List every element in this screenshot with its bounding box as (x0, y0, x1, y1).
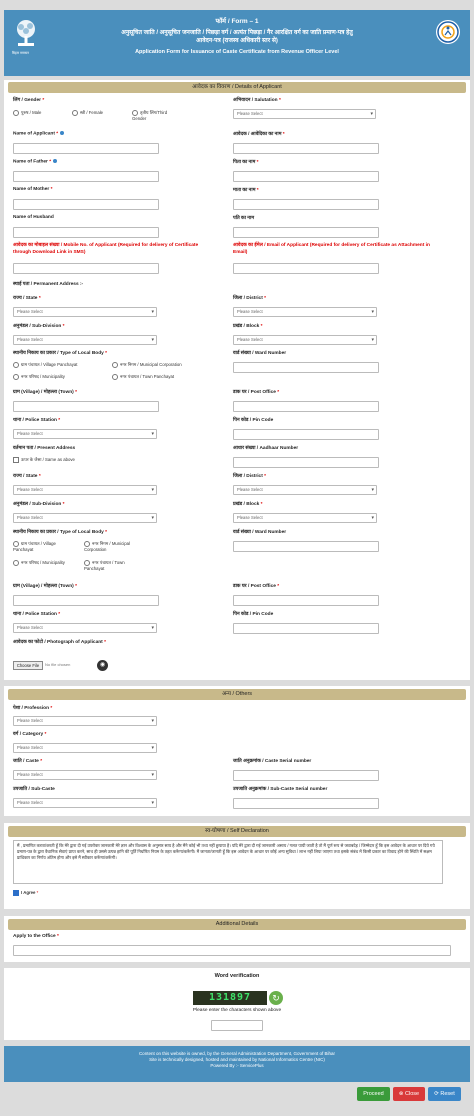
page-footer (4, 1046, 470, 1082)
applicant-name-hindi-input[interactable] (233, 143, 379, 154)
perm-state-select[interactable]: Please Select ▾ (13, 307, 157, 317)
pres-state-label: राज्य / State * (13, 474, 41, 479)
applicant-name-label: Name of Applicant * (13, 131, 64, 136)
perm-pincode-input[interactable] (233, 429, 379, 440)
gender-third-radio[interactable]: तृतीय लिंग/Third Gender (132, 110, 177, 121)
pres-district-label: जिला / District * (233, 474, 267, 479)
pres-municipal-corp-radio[interactable]: नगर निगम / Municipal Corporation (84, 541, 146, 552)
footer-line-3: Powered By :- ServicePlus (210, 1063, 264, 1068)
pres-ward-label: वार्ड संख्या / Ward Number (233, 530, 287, 535)
pres-police-label: थाना / Police Station * (13, 612, 61, 617)
apply-office-input[interactable] (13, 945, 451, 956)
form-title-hindi: अनुसूचित जाति / अनुसूचित जनजाति / पिछड़ा वर्ग / अत्यंत पिछड़ा / गैर आरक्षित वर्ग का जाति प्रमाण-पत्र हेतु आवेदन-पत्र (राजस्व अधिकारी स्तर से) (121, 30, 353, 44)
form-title-english: Application Form for Issuance of Caste Certificate from Revenue Officer Level (135, 49, 339, 55)
father-name-input[interactable] (13, 171, 159, 182)
aadhaar-input[interactable] (233, 457, 379, 468)
refresh-captcha-icon[interactable]: ↻ (269, 991, 283, 1005)
applicant-section-header: आवेदक का विवरण / Details of Applicant (8, 82, 466, 93)
pres-block-label: प्रखंड / Block * (233, 502, 263, 507)
serviceplus-emblem-icon (436, 20, 460, 44)
pres-municipality-radio[interactable]: नगर परिषद / Municipality (13, 560, 65, 566)
perm-town-panchayat-radio[interactable]: नगर पंचायत / Town Panchayat (112, 374, 174, 380)
pres-pincode-input[interactable] (233, 623, 379, 634)
subcaste-select[interactable]: Please Select ▾ (13, 798, 157, 808)
perm-block-label: प्रखंड / Block * (233, 324, 263, 329)
form-number: फॉर्म / Form – 1 (215, 18, 259, 25)
perm-state-label: राज्य / State * (13, 296, 41, 301)
pres-village-input[interactable] (13, 595, 159, 606)
father-name-label: Name of Father * (13, 159, 57, 164)
perm-postoffice-label: डाक घर / Post Office * (233, 390, 280, 395)
profession-label: पेशा / Profession * (13, 706, 53, 711)
gender-label: लिंग / Gender * (13, 98, 45, 103)
perm-subdivision-label: अनुमंडल / Sub-Division * (13, 324, 65, 329)
email-label: आवेदक का ईमेल / Email of Applicant (Required for delivery of Certificate as Attachment in Email) (233, 243, 430, 255)
perm-block-select[interactable]: Please Select ▾ (233, 335, 377, 345)
mother-name-hindi-label: माता का नाम * (233, 188, 259, 193)
mother-name-input[interactable] (13, 199, 159, 210)
email-input[interactable] (233, 263, 379, 274)
perm-police-select[interactable]: Please Select ▾ (13, 429, 157, 439)
pres-village-panchayat-radio[interactable]: ग्राम पंचायत / Village Panchayat (13, 541, 75, 552)
perm-district-select[interactable]: Please Select ▾ (233, 307, 377, 317)
no-file-text: No file chosen (45, 662, 71, 667)
applicant-card (4, 80, 470, 680)
others-section-header: अन्य / Others (8, 689, 466, 700)
husband-name-hindi-label: पति का नाम (233, 216, 255, 221)
pres-body-type-label: स्थानीय निकाय का प्रकार / Type of Local Body * (13, 530, 108, 535)
pres-postoffice-input[interactable] (233, 595, 379, 606)
caste-select[interactable]: Please Select ▾ (13, 770, 157, 780)
mother-name-label: Name of Mother * (13, 187, 53, 192)
salutation-select[interactable]: Please Select ▾ (233, 109, 376, 119)
permanent-address-title: स्थाई पता / Permanent Address :- (13, 282, 84, 287)
proceed-button[interactable]: Proceed (357, 1087, 390, 1101)
mobile-label: आवेदक का मोबाइल संख्या / Mobile No. of Applicant (Required for delivery of Certificate through Download Link in SMS) (13, 243, 199, 255)
pres-police-select[interactable]: Please Select ▾ (13, 623, 157, 633)
declaration-text: मैं , प्रमाणित करता/करती हूँ कि मेरे द्वारा दी गई उपरोक्त जानकारी मेरे ज्ञान और विश्वास के अनुसार सत्य है और मैंने कोई भी तथ्य नहीं छुपाया है। यदि मेरे द्वारा दी गई जानकारी असत्य / गलत पायी जाती है तो मैं पूर्ण रूप से जवाबदेह / जिम्मेदार हूँ कि इस आवेदन के आधार पर दिये गये प्रमाण-पत्र के द्वारा वैधानिक सेवाएं प्राप्त करने, साथ ही उससे उत्पन्न हानि की पूर्ति निर्धारित नियम के तहत करूँगा/करूँगी। मैं जानता/जानती हूँ कि इस आवेदन के आधार पर कोई अन्य सुविधा / लाभ नहीं लिया जाएगा तथा इसके संबंध में किसी प्रकार का विवाद होने की स्थिति में सक्षम प्राधिकार का निर्णय अंतिम होगा और इसे मैं स्वीकार करूँगा/करूँगी। (13, 840, 443, 884)
pres-block-select[interactable]: Please Select ▾ (233, 513, 377, 523)
gender-female-radio[interactable]: स्त्री / Female (72, 110, 103, 116)
mobile-input[interactable] (13, 263, 159, 274)
perm-postoffice-input[interactable] (233, 401, 379, 412)
verification-title: Word verification (214, 973, 260, 979)
husband-name-label: Name of Husband (13, 215, 54, 220)
present-address-title: वर्तमान पता / Present Address (13, 446, 76, 451)
camera-icon[interactable]: ◉ (97, 660, 108, 671)
aadhaar-label: आधार संख्या / Aadhaar Number (233, 446, 299, 451)
captcha-input[interactable] (211, 1020, 263, 1031)
perm-village-input[interactable] (13, 401, 159, 412)
pres-postoffice-label: डाक घर / Post Office * (233, 584, 280, 589)
photo-label: आवेदक का फोटो / Photograph of Applicant * (13, 640, 106, 645)
perm-ward-input[interactable] (233, 362, 379, 373)
footer-line-2: Site is technically designed, hosted and maintained by National Informatics Centre (NIC) (149, 1057, 325, 1062)
husband-name-input[interactable] (13, 227, 159, 238)
applicant-name-input[interactable] (13, 143, 159, 154)
salutation-label: अभिवादन / Salutation * (233, 98, 281, 103)
captcha-image: 131897 (193, 991, 267, 1005)
subcaste-label: उपजाति / Sub-Caste (13, 787, 55, 792)
perm-municipal-corp-radio[interactable]: नगर निगम / Municipal Corporation (112, 362, 182, 368)
perm-municipality-radio[interactable]: नगर परिषद / Municipality (13, 374, 65, 380)
category-select[interactable]: Please Select ▾ (13, 743, 157, 753)
reset-button[interactable]: ⟳ Reset (428, 1087, 461, 1101)
category-label: वर्ग / Category * (13, 732, 47, 737)
footer-line-1: Content on this website is owned, by the General Administration Department, Government of Bihar (138, 1051, 336, 1056)
same-as-above-checkbox[interactable]: ऊपर के जैसा / Same as above (13, 457, 75, 463)
husband-name-hindi-input[interactable] (233, 227, 379, 238)
agree-checkbox[interactable]: I Agree * (13, 890, 38, 896)
applicant-name-hindi-label: आवेदक / आवेदिका का नाम * (233, 132, 285, 137)
page-header (4, 10, 470, 76)
logo-caption: बिहार सरकार (12, 51, 29, 55)
subcaste-serial-label: उपजाति अनुक्रमांक / Sub-Caste Serial number (233, 787, 328, 792)
gender-male-radio[interactable]: पुरुष / Male (13, 110, 41, 116)
declaration-section-header: स्व-घोषणा / Self Declaration (8, 826, 466, 837)
perm-pincode-label: पिन कोड / Pin Code (233, 418, 274, 423)
pres-state-select[interactable]: Please Select ▾ (13, 485, 157, 495)
info-icon (60, 131, 64, 135)
apply-office-label: Apply to the Office * (13, 934, 59, 939)
father-name-hindi-input[interactable] (233, 171, 379, 182)
pres-town-panchayat-radio[interactable]: नगर पंचायत / Town Panchayat (84, 560, 146, 571)
serviceplus-logo (436, 20, 460, 44)
pres-pincode-label: पिन कोड / Pin Code (233, 612, 274, 617)
pres-village-label: ग्राम (Village) / मोहल्ला (Town) * (13, 584, 77, 589)
perm-village-panchayat-radio[interactable]: ग्राम पंचायत / Village Panchayat (13, 362, 77, 368)
perm-police-label: थाना / Police Station * (13, 418, 61, 423)
perm-ward-label: वार्ड संख्या / Ward Number (233, 351, 287, 356)
reset-icon: ⟳ (434, 1091, 439, 1097)
additional-section-header: Additional Details (8, 919, 466, 930)
close-button[interactable]: ⊗ Close (393, 1087, 425, 1101)
caste-label: जाति / Caste * (13, 759, 43, 764)
perm-subdivision-select[interactable]: Please Select ▾ (13, 335, 157, 345)
perm-village-label: ग्राम (Village) / मोहल्ला (Town) * (13, 390, 77, 395)
pres-subdivision-label: अनुमंडल / Sub-Division * (13, 502, 65, 507)
father-name-hindi-label: पिता का नाम * (233, 160, 259, 165)
choose-file-button[interactable]: Choose File (13, 661, 43, 670)
close-icon: ⊗ (398, 1091, 404, 1097)
caste-serial-input[interactable] (233, 770, 379, 781)
profession-select[interactable]: Please Select ▾ (13, 716, 157, 726)
caste-serial-label: जाति अनुक्रमांक / Caste Serial number (233, 759, 312, 764)
info-icon (53, 159, 57, 163)
perm-district-label: जिला / District * (233, 296, 267, 301)
pres-district-select[interactable]: Please Select ▾ (233, 485, 377, 495)
captcha-instruction: Please enter the characters shown above (192, 1008, 282, 1013)
pres-ward-input[interactable] (233, 541, 379, 552)
mother-name-hindi-input[interactable] (233, 199, 379, 210)
subcaste-serial-input[interactable] (233, 798, 379, 809)
perm-body-type-label: स्थानीय निकाय का प्रकार / Type of Local Body * (13, 351, 108, 356)
pres-subdivision-select[interactable]: Please Select ▾ (13, 513, 157, 523)
